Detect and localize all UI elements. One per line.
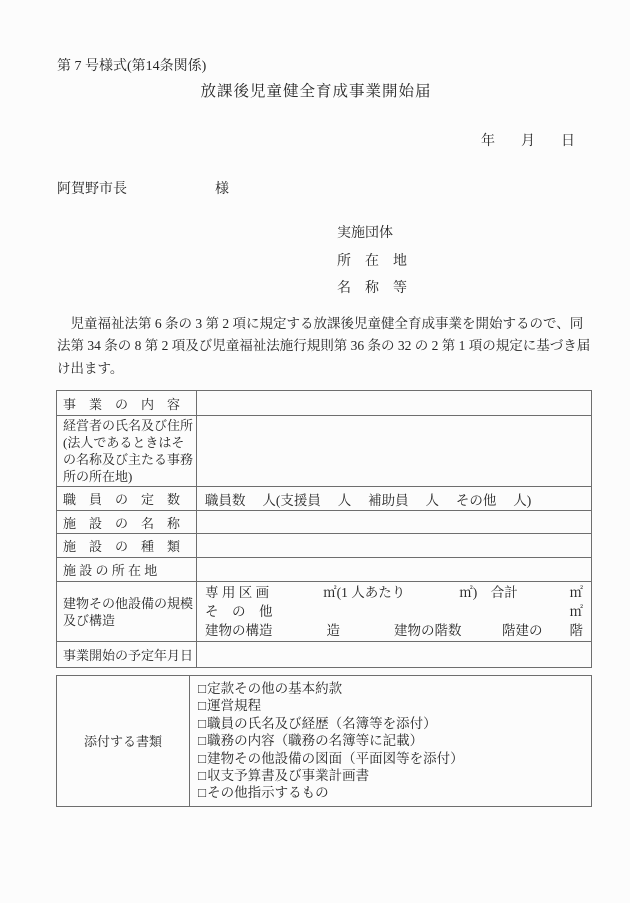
- checklist-item-label: 収支予算書及び事業計画書: [207, 768, 370, 784]
- applicant-organization-label: 実施団体: [337, 226, 393, 241]
- table-row-attachments: [57, 676, 591, 806]
- applicant-block: [337, 220, 407, 303]
- form-number-label: 第 7 号様式(第14条関係): [57, 59, 207, 74]
- applicant-address-label: 所 在 地: [337, 253, 407, 269]
- building-line-left: 建物の構造 造 建物の階数 階建の: [205, 623, 543, 638]
- attachments-checklist: [190, 676, 591, 806]
- table-row-business-content: [57, 391, 591, 415]
- table-row-facility-location: [57, 557, 591, 581]
- checkbox-icon: □: [198, 768, 207, 784]
- row-label-line: (法人であるときはそ: [63, 435, 185, 450]
- row-label-line: 所の所在地): [63, 469, 133, 484]
- row-label-line: の名称及び主たる事務: [63, 452, 194, 467]
- row-label: 施 設 の 種 類: [57, 534, 197, 557]
- addressee-name: 阿賀野市長: [57, 182, 127, 197]
- row-label: [57, 416, 197, 486]
- row-label: 施 設 の 所 在 地: [57, 558, 197, 581]
- checklist-item: [198, 680, 583, 697]
- checkbox-icon: □: [198, 681, 207, 696]
- row-value: [197, 582, 591, 641]
- checklist-item: [198, 697, 583, 714]
- checklist-item-label: 建物その他設備の図面（平面図等を添付）: [207, 750, 464, 766]
- building-line-left: 専 用 区 画 ㎡(1 人あたり ㎡) 合計: [205, 585, 518, 600]
- building-line-left: そ の 他: [205, 604, 273, 619]
- row-value: [197, 391, 591, 415]
- checkbox-icon: □: [198, 785, 207, 801]
- checklist-item-label: 職務の内容（職務の名簿等に記載）: [207, 733, 424, 749]
- honorific-label: 様: [215, 182, 229, 197]
- applicant-name-label: 名 称 等: [337, 281, 407, 296]
- row-value: 職員数 人(支援員 人 補助員 人 その他 人): [205, 492, 532, 508]
- row-label-line: 経営者の氏名及び住所: [63, 418, 194, 433]
- row-value: [197, 511, 591, 533]
- row-value: [197, 416, 591, 486]
- checkbox-icon: □: [198, 715, 207, 731]
- checklist-item: [198, 732, 583, 749]
- date-line: [481, 130, 575, 150]
- date-day-label: 日: [561, 134, 575, 149]
- row-label: [57, 582, 197, 641]
- checklist-item: [198, 784, 583, 801]
- table-row-planned-start-date: [57, 641, 591, 667]
- intro-paragraph: [57, 313, 591, 380]
- building-line-right: 階: [569, 623, 583, 638]
- table-row-operator-name-address: [57, 415, 591, 486]
- attachments-label: 添付する書類: [57, 676, 190, 806]
- building-line-other: [205, 602, 583, 621]
- intro-line: け出ます。: [57, 360, 124, 376]
- checklist-item: [198, 767, 583, 784]
- checklist-item-label: 運営規程: [207, 698, 262, 714]
- table-row-building-scale-structure: [57, 581, 591, 641]
- date-year-label: 年: [481, 134, 495, 149]
- row-label-line: 及び構造: [63, 612, 116, 628]
- date-month-label: 月: [521, 134, 535, 149]
- page-title: 放課後児童健全育成事業開始届: [200, 83, 432, 100]
- addressee-line: [57, 178, 229, 198]
- checklist-item-label: その他指示するもの: [207, 785, 329, 801]
- checkbox-icon: □: [198, 698, 207, 714]
- row-value: [197, 642, 591, 667]
- intro-line: 法第 34 条の 8 第 2 項及び児童福祉法施行規則第 36 条の 32 の 2 第 1 項の規定に基づき届: [57, 338, 591, 354]
- row-label-line: 建物その他設備の規模: [63, 595, 194, 611]
- building-line-dedicated-area: [205, 583, 583, 602]
- main-table: [56, 390, 592, 668]
- row-label: 事 業 の 内 容: [57, 391, 197, 415]
- building-line-structure-floors: [205, 621, 583, 640]
- row-value: [197, 558, 591, 581]
- table-row-staff-quota: [57, 486, 591, 510]
- checklist-item: [198, 715, 583, 732]
- checkbox-icon: □: [198, 750, 207, 766]
- row-value: [197, 534, 591, 557]
- building-line-right: ㎡: [569, 604, 583, 619]
- row-label: 施 設 の 名 称: [57, 511, 197, 533]
- table-row-facility-type: [57, 533, 591, 557]
- table-row-facility-name: [57, 510, 591, 533]
- checkbox-icon: □: [198, 733, 207, 749]
- row-label: 事業開始の予定年月日: [57, 642, 197, 667]
- checklist-item: [198, 750, 583, 767]
- intro-line: 児童福祉法第 6 条の 3 第 2 項に規定する放課後児童健全育成事業を開始するので、同: [57, 316, 584, 331]
- building-line-right: ㎡: [569, 585, 583, 600]
- checklist-item-label: 定款その他の基本約款: [207, 681, 343, 696]
- row-label: 職 員 の 定 数: [57, 487, 197, 510]
- attachments-table: [56, 675, 592, 807]
- checklist-item-label: 職員の氏名及び経歴（名簿等を添付）: [207, 715, 437, 731]
